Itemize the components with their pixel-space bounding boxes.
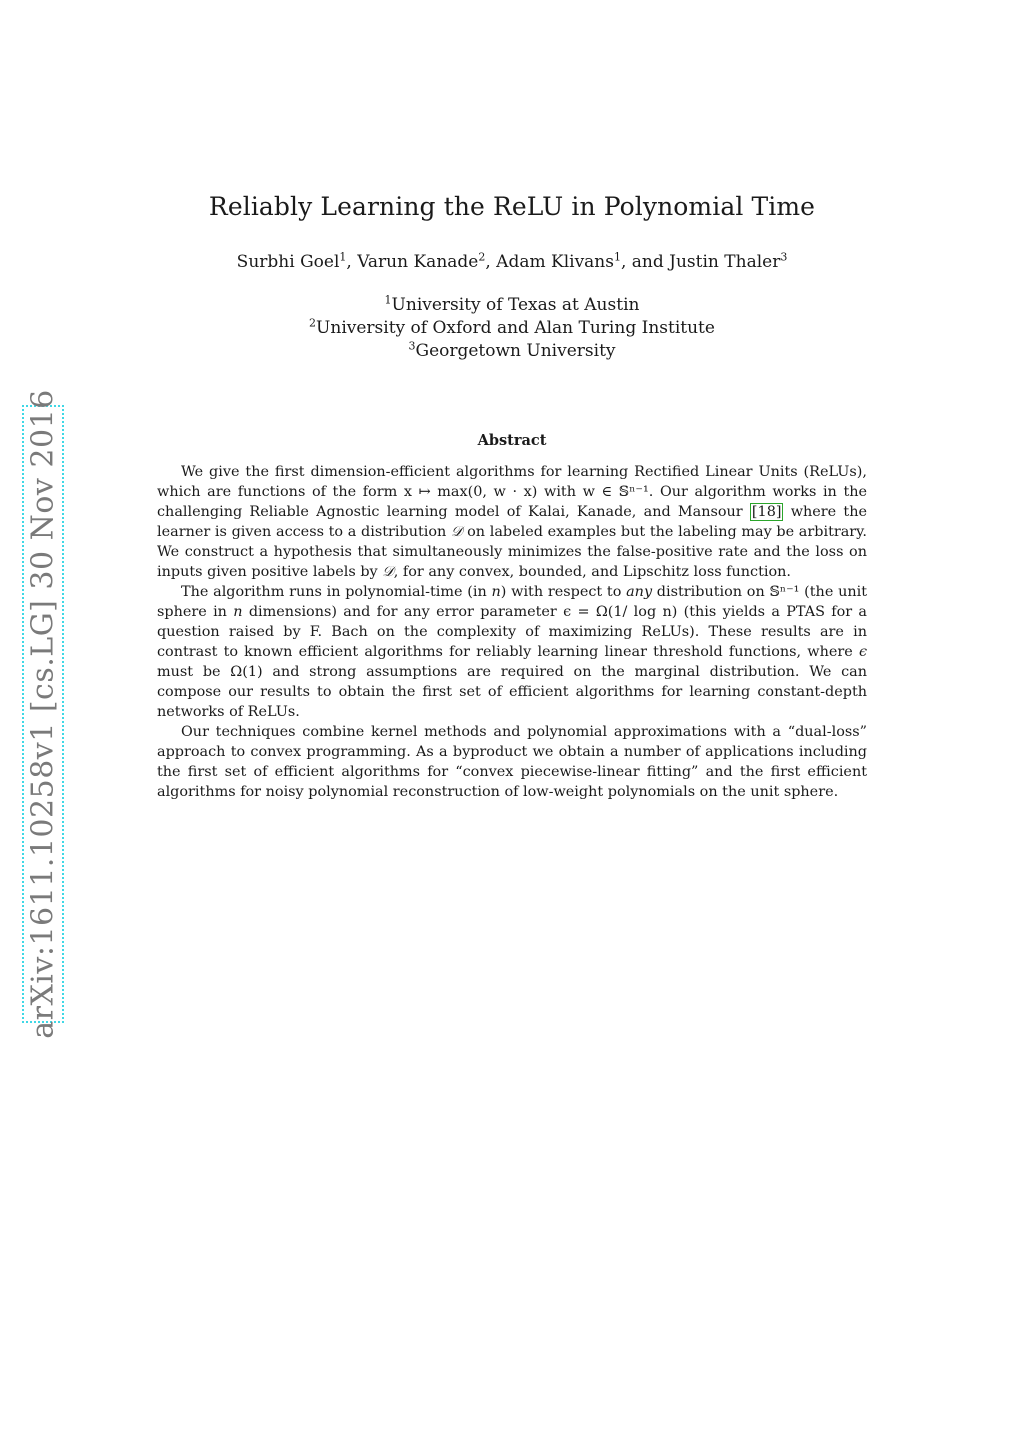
abstract-paragraph: We give the first dimension-efficient algorithms for learning Rectified Linear Units (ReLUs), which are functions of the form x ↦ max(0, w · x) with w ∈ 𝕊ⁿ⁻¹. Our algorithm works in the challenging Reliable Agnostic learning model of Kalai, Kanade, and Mansour [18] where the learner is given access to a distribution 𝒟 on labeled examples but the labeling may be arbitrary. We construct a hypothesis that simultaneously minimizes the false-positive rate and the loss on inputs given positive labels by 𝒟, for any convex, bounded, and Lipschitz loss function. bbox=[157, 464, 868, 580]
affiliation: $^3$Georgetown University bbox=[408, 339, 616, 361]
arxiv-identifier: arXiv:1611.10258v1 [cs.LG] 30 Nov 2016 bbox=[25, 389, 61, 1039]
math-expression: x ↦ max(0, w · x) bbox=[403, 484, 538, 500]
abstract-paragraph: Our techniques combine kernel methods and polynomial approximations with a “dual-loss” approach to convex programming. As a byproduct we obtain a number of applications including the first set of efficient algorithms for “convex piecewise-linear fitting” and the first efficient algorithms for noisy polynomial reconstruction of low-weight polynomials on the unit sphere. bbox=[157, 724, 867, 800]
math-symbol: 𝒟 bbox=[450, 524, 463, 540]
author-list: Surbhi Goel$^1$, Varun Kanade$^2$, Adam Klivans$^1$, and Justin Thaler$^3$ bbox=[236, 250, 788, 272]
math-symbol: 𝒟 bbox=[382, 564, 394, 580]
abstract-paragraph: The algorithm runs in polynomial-time (in n) with respect to any distribution on 𝕊ⁿ⁻¹ (the unit sphere in n dimensions) and for any error parameter ϵ = Ω(1/ log n) (this yields a PTAS for a question raised by F. Bach on the complexity of maximizing ReLUs). These results are in contrast to known efficient algorithms for reliably learning linear threshold functions, where ϵ must be Ω(1) and strong assumptions are required on the marginal distribution. We can compose our results to obtain the first set of efficient algorithms for learning constant-depth networks of ReLUs. bbox=[157, 584, 868, 720]
abstract-heading: Abstract bbox=[477, 432, 547, 449]
author: Adam Klivans$^1$ bbox=[496, 250, 621, 272]
math-expression: w ∈ 𝕊ⁿ⁻¹ bbox=[582, 484, 649, 500]
math-expression: 𝕊ⁿ⁻¹ bbox=[769, 584, 800, 600]
citation-link[interactable]: [18] bbox=[751, 504, 782, 520]
affiliation: $^1$University of Texas at Austin bbox=[384, 293, 640, 315]
abstract-body bbox=[157, 462, 867, 802]
affiliation: $^2$University of Oxford and Alan Turing Institute bbox=[309, 316, 715, 338]
author: Varun Kanade$^2$ bbox=[357, 250, 486, 272]
paper-title: Reliably Learning the ReLU in Polynomial Time bbox=[208, 192, 816, 221]
affiliation-list bbox=[120, 294, 904, 363]
math-expression: ϵ = Ω(1/ log n) bbox=[563, 604, 678, 620]
author: Surbhi Goel$^1$ bbox=[236, 250, 347, 272]
author: Justin Thaler$^3$ bbox=[669, 250, 788, 272]
arxiv-identifier-box[interactable] bbox=[22, 389, 64, 1039]
